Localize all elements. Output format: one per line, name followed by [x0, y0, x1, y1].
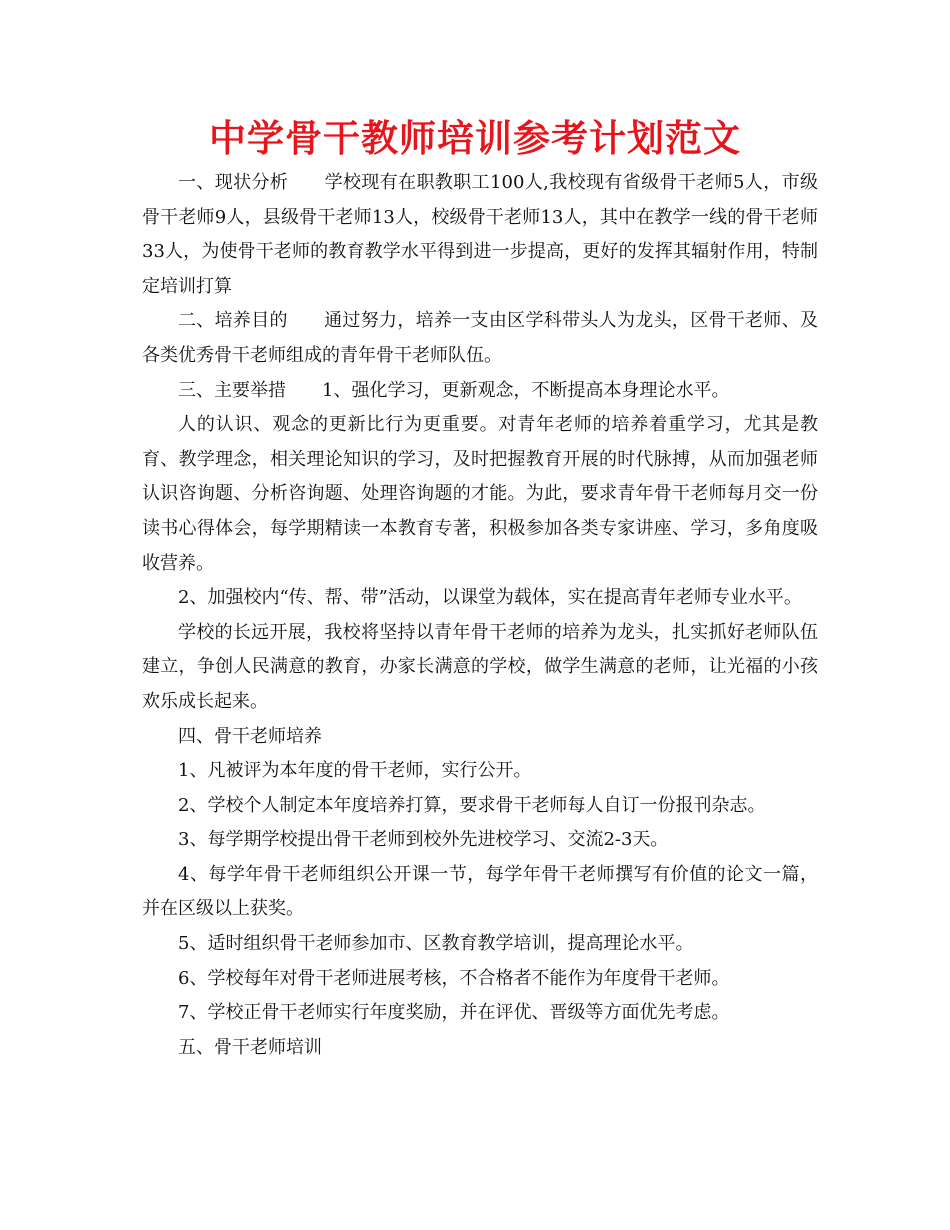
list-item: 2、学校个人制定本年度培养打算，要求骨干老师每人自订一份报刊杂志。: [178, 794, 766, 816]
paragraph: 2、加强校内“传、帮、带”活动，以课堂为载体，实在提高青年老师专业水平。: [178, 587, 802, 609]
section-heading: 一、现状分析: [178, 172, 289, 193]
document-body: [142, 166, 818, 1065]
paragraph-text: 学校现有在职教职工100人,我校现有省级骨干老师5人，市级骨干老师9人，县级骨干老师13人，校级骨干老师13人，其中在教学一线的骨干老师33人，为使骨干老师的教育教学水平得到进一步提高，更好的发挥其辐射作用，特制定培训打算: [142, 172, 819, 297]
list-item: 1、凡被评为本年度的骨干老师，实行公开。: [178, 760, 532, 782]
list-item: 3、每学期学校提出骨干老师到校外先进校学习、交流2-3天。: [178, 829, 669, 851]
list-item: 5、适时组织骨干老师参加市、区教育教学培训，提高理论水平。: [178, 933, 694, 955]
list-item: 7、学校正骨干老师实行年度奖励，并在评优、晋级等方面优先考虑。: [178, 1002, 730, 1024]
paragraph-text: 1、强化学习，更新观念，不断提高本身理论水平。: [322, 379, 730, 401]
section-heading: 二、培养目的: [178, 310, 288, 332]
paragraph: 学校的长远开展，我校将坚持以青年骨干老师的培养为龙头，扎实抓好老师队伍建立，争创人民满意的教育，办家长满意的学校，做学生满意的老师，让光福的小孩欢乐成长起来。: [142, 621, 818, 712]
section-heading: 四、骨干老师培养: [178, 725, 322, 747]
list-item: 4、每学年骨干老师组织公开课一节，每学年骨干老师撰写有价值的论文一篇，并在区级以上获奖。: [142, 863, 818, 920]
document-title: 中学骨干教师培训参考计划范文: [209, 117, 741, 160]
list-item: 6、学校每年对骨干老师进展考核，不合格者不能作为年度骨干老师。: [178, 967, 730, 989]
paragraph-main-measures: [142, 374, 818, 409]
section-heading: 三、主要举措: [178, 379, 286, 401]
paragraph-training-goal: [142, 304, 818, 373]
section-heading: 五、骨干老师培训: [178, 1036, 322, 1058]
paragraph-status-analysis: [142, 166, 818, 304]
paragraph: 人的认识、观念的更新比行为更重要。对青年老师的培养着重学习，尤其是教育、教学理念，相关理论知识的学习，及时把握教育开展的时代脉搏，从而加强老师认识咨询题、分析咨询题、处理咨询题的才能。为此，要求青年骨干老师每月交一份读书心得体会，每学期精读一本教育专著，积极参加各类专家讲座、学习，多角度吸收营养。: [142, 414, 818, 574]
paragraph-text: 通过努力，培养一支由区学科带头人为龙头，区骨干老师、及各类优秀骨干老师组成的青年骨干老师队伍。: [142, 310, 819, 366]
